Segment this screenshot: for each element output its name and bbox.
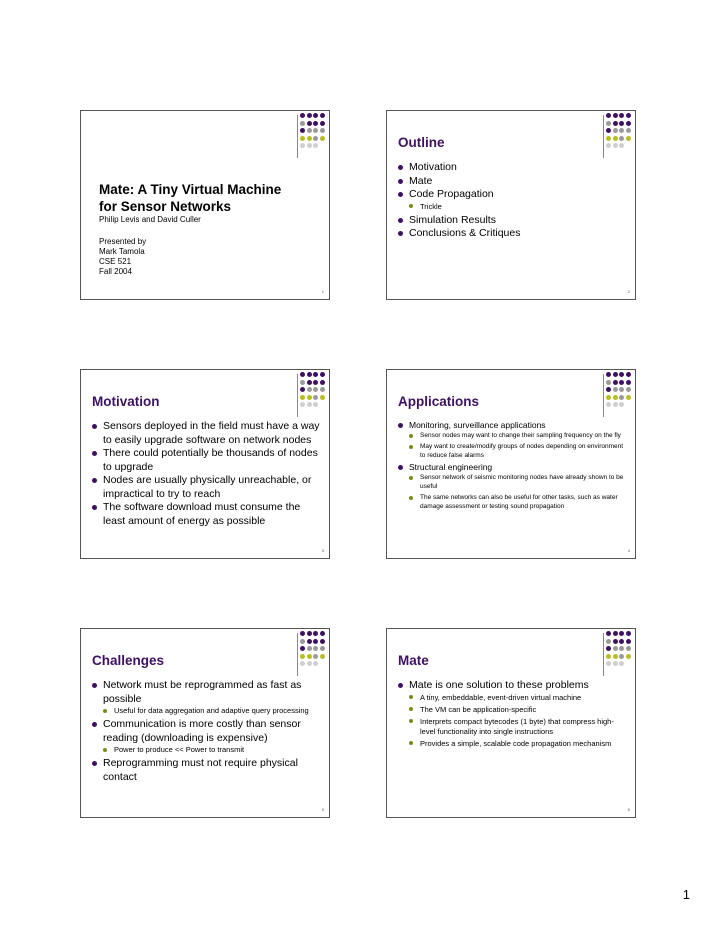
slide-2 (386, 110, 636, 300)
decorative-dot (606, 639, 611, 644)
decorative-dot (626, 372, 631, 377)
decorative-dot (320, 380, 325, 385)
decorative-dot (626, 128, 631, 133)
decorative-dot (606, 654, 611, 659)
bullet-list (92, 679, 322, 784)
bullet-list (398, 420, 628, 513)
decorative-dot (300, 136, 305, 141)
bullet-item: Motivation (398, 161, 628, 175)
bullet-list (92, 420, 322, 528)
decorative-dot (619, 639, 624, 644)
sub-bullet-item: Trickle (398, 202, 628, 212)
slide-3 (80, 369, 330, 559)
decorative-dot (307, 646, 312, 651)
decorative-dot-grid (606, 372, 632, 417)
bullet-item: Monitoring, surveillance applications (398, 420, 628, 431)
decorative-dot (320, 113, 325, 118)
decorative-dot (606, 121, 611, 126)
decorative-dot (619, 395, 624, 400)
decorative-dot (606, 395, 611, 400)
decorative-dot-grid (300, 631, 326, 676)
term-label: Fall 2004 (99, 267, 132, 276)
slide-title: Outline (398, 135, 445, 150)
decorative-dot (300, 128, 305, 133)
decorative-dot (313, 136, 318, 141)
decorative-dot (626, 646, 631, 651)
decorative-dot (613, 661, 618, 666)
slide-title: Challenges (92, 653, 165, 668)
decorative-dot (300, 402, 305, 407)
decorative-dot (313, 113, 318, 118)
slide-title: Motivation (92, 394, 160, 409)
decorative-dot (320, 631, 325, 636)
divider-line (603, 374, 604, 417)
decorative-dot (307, 639, 312, 644)
decorative-dot (613, 380, 618, 385)
slide-6 (386, 628, 636, 818)
bullet-item: Code Propagation (398, 188, 628, 202)
decorative-dot (606, 113, 611, 118)
divider-line (297, 633, 298, 676)
bullet-item: Mate (398, 175, 628, 189)
bullet-item: Communication is more costly than sensor reading (downloading is expensive) (92, 718, 322, 745)
decorative-dot (606, 661, 611, 666)
decorative-dot (307, 661, 312, 666)
decorative-dot (300, 380, 305, 385)
decorative-dot (626, 136, 631, 141)
decorative-dot (613, 631, 618, 636)
decorative-dot (320, 121, 325, 126)
bullet-item: Conclusions & Critiques (398, 227, 628, 241)
slide-number: 6 (627, 807, 630, 812)
sub-bullet-item: Interprets compact bytecodes (1 byte) that compress high-level functionality into single instructions (398, 717, 628, 737)
slide-4 (386, 369, 636, 559)
decorative-dot (320, 372, 325, 377)
decorative-dot (613, 639, 618, 644)
decorative-dot (613, 143, 618, 148)
decorative-dot (619, 661, 624, 666)
decorative-dot (619, 646, 624, 651)
decorative-dot (300, 654, 305, 659)
sub-bullet-item: May want to create/modify groups of nodes depending on environment to reduce false alarms (398, 442, 628, 460)
sub-bullet-item: Provides a simple, scalable code propagation mechanism (398, 739, 628, 749)
decorative-dot (300, 372, 305, 377)
bullet-item: Structural engineering (398, 462, 628, 473)
bullet-item: Mate is one solution to these problems (398, 679, 628, 693)
decorative-dot (300, 121, 305, 126)
decorative-dot (313, 661, 318, 666)
bullet-item: The software download must consume the least amount of energy as possible (92, 501, 322, 528)
decorative-dot (313, 121, 318, 126)
decorative-dot (320, 395, 325, 400)
decorative-dot (300, 387, 305, 392)
decorative-dot (307, 402, 312, 407)
decorative-dot (619, 372, 624, 377)
decorative-dot (619, 654, 624, 659)
decorative-dot (300, 639, 305, 644)
decorative-dot (313, 646, 318, 651)
slide-authors: Philip Levis and David Culler (99, 215, 201, 224)
decorative-dot (626, 395, 631, 400)
decorative-dot (313, 387, 318, 392)
decorative-dot (320, 646, 325, 651)
decorative-dot (613, 402, 618, 407)
decorative-dot (307, 631, 312, 636)
decorative-dot (613, 121, 618, 126)
decorative-dot (307, 143, 312, 148)
slide-1 (80, 110, 330, 300)
decorative-dot (307, 380, 312, 385)
decorative-dot (313, 372, 318, 377)
decorative-dot (606, 136, 611, 141)
bullet-list (398, 679, 628, 751)
decorative-dot (313, 380, 318, 385)
decorative-dot (313, 631, 318, 636)
decorative-dot (613, 387, 618, 392)
decorative-dot (626, 121, 631, 126)
decorative-dot (300, 113, 305, 118)
page-number: 1 (682, 887, 690, 902)
decorative-dot-grid (606, 631, 632, 676)
sub-bullet-item: Sensor network of seismic monitoring nodes have already shown to be useful (398, 473, 628, 491)
decorative-dot (606, 646, 611, 651)
bullet-list (398, 161, 628, 241)
bullet-item: Nodes are usually physically unreachable, or impractical to try to reach (92, 474, 322, 501)
decorative-dot (619, 402, 624, 407)
slide-number: 1 (321, 289, 324, 294)
decorative-dot (307, 121, 312, 126)
presented-by-label: Presented by (99, 237, 147, 246)
sub-bullet-item: A tiny, embeddable, event-driven virtual machine (398, 693, 628, 703)
decorative-dot (313, 654, 318, 659)
decorative-dot (320, 654, 325, 659)
slide-title: Applications (398, 394, 480, 409)
decorative-dot (613, 136, 618, 141)
decorative-dot (619, 136, 624, 141)
decorative-dot (307, 395, 312, 400)
decorative-dot (613, 128, 618, 133)
slide-title: Mate: A Tiny Virtual Machine for Sensor Networks (99, 182, 282, 214)
slide-number: 2 (627, 289, 630, 294)
bullet-item: Network must be reprogrammed as fast as possible (92, 679, 322, 706)
divider-line (603, 633, 604, 676)
decorative-dot (307, 372, 312, 377)
decorative-dot (300, 661, 305, 666)
decorative-dot (626, 380, 631, 385)
decorative-dot (313, 143, 318, 148)
sub-bullet-item: Useful for data aggregation and adaptive query processing (92, 706, 322, 716)
decorative-dot (619, 380, 624, 385)
decorative-dot (606, 631, 611, 636)
decorative-dot (613, 395, 618, 400)
decorative-dot (619, 121, 624, 126)
decorative-dot (619, 113, 624, 118)
slide-5 (80, 628, 330, 818)
bullet-item: There could potentially be thousands of nodes to upgrade (92, 447, 322, 474)
decorative-dot (320, 639, 325, 644)
sub-bullet-item: Sensor nodes may want to change their sampling frequency on the fly (398, 431, 628, 440)
bullet-item: Sensors deployed in the field must have a way to easily upgrade software on network nodes (92, 420, 322, 447)
decorative-dot (313, 128, 318, 133)
sub-bullet-item: Power to produce << Power to transmit (92, 745, 322, 755)
divider-line (297, 115, 298, 158)
bullet-item: Reprogramming must not require physical contact (92, 757, 322, 784)
slide-number: 5 (321, 807, 324, 812)
decorative-dot (606, 387, 611, 392)
decorative-dot (320, 136, 325, 141)
slide-number: 3 (321, 548, 324, 553)
decorative-dot (606, 380, 611, 385)
decorative-dot (613, 372, 618, 377)
decorative-dot (619, 387, 624, 392)
decorative-dot (619, 128, 624, 133)
decorative-dot (613, 654, 618, 659)
sub-bullet-item: The same networks can also be useful for other tasks, such as water damage assessment or testing sound propagation (398, 493, 628, 511)
decorative-dot (626, 387, 631, 392)
decorative-dot (619, 631, 624, 636)
decorative-dot (307, 654, 312, 659)
decorative-dot (320, 387, 325, 392)
decorative-dot (307, 136, 312, 141)
decorative-dot (606, 128, 611, 133)
slide-number: 4 (627, 548, 630, 553)
decorative-dot-grid (300, 113, 326, 158)
slide-title: Mate (398, 653, 429, 668)
divider-line (603, 115, 604, 158)
decorative-dot (313, 402, 318, 407)
decorative-dot (313, 639, 318, 644)
decorative-dot (300, 143, 305, 148)
decorative-dot (613, 113, 618, 118)
course-name: CSE 521 (99, 257, 132, 266)
decorative-dot (307, 113, 312, 118)
decorative-dot (606, 143, 611, 148)
divider-line (297, 374, 298, 417)
decorative-dot-grid (300, 372, 326, 417)
decorative-dot (300, 646, 305, 651)
decorative-dot (300, 631, 305, 636)
decorative-dot (626, 654, 631, 659)
decorative-dot-grid (606, 113, 632, 158)
presenter-name: Mark Tamola (99, 247, 145, 256)
decorative-dot (606, 372, 611, 377)
decorative-dot (300, 395, 305, 400)
decorative-dot (307, 387, 312, 392)
decorative-dot (313, 395, 318, 400)
sub-bullet-item: The VM can be application-specific (398, 705, 628, 715)
decorative-dot (619, 143, 624, 148)
decorative-dot (613, 646, 618, 651)
decorative-dot (606, 402, 611, 407)
decorative-dot (626, 113, 631, 118)
decorative-dot (307, 128, 312, 133)
decorative-dot (626, 631, 631, 636)
decorative-dot (626, 639, 631, 644)
decorative-dot (320, 128, 325, 133)
bullet-item: Simulation Results (398, 214, 628, 228)
